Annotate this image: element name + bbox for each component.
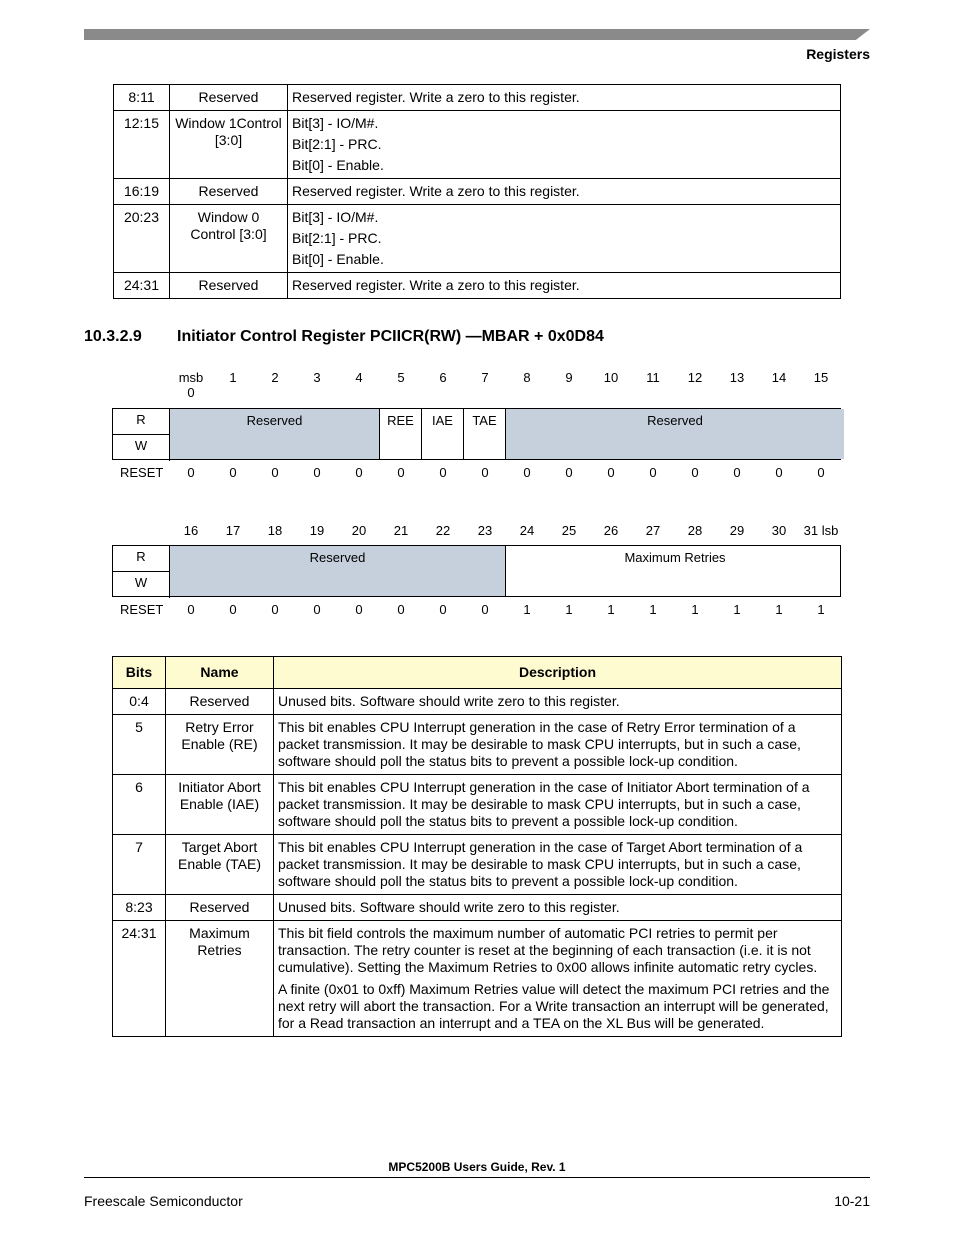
reset-value: 0	[733, 465, 741, 480]
description-text: Unused bits. Software should write zero to this register.	[278, 693, 620, 709]
section-heading	[84, 328, 604, 346]
name-cell: Reserved	[166, 895, 274, 921]
bits-cell: 5	[113, 715, 166, 775]
description-cell	[288, 85, 841, 111]
description-text: This bit field controls the maximum number of automatic PCI retries to permit per transaction. The retry counter is reset at the beginning of each transaction (i.e. it is not cumulative). Setting the Maximum Retries to 0x00 allows infinite automatic retry cycles.	[278, 925, 818, 975]
description-text: Bit[3] - IO/M#.	[292, 209, 379, 225]
table-row	[113, 715, 842, 775]
read-row-label: R	[113, 546, 170, 572]
bit-number: 17	[225, 523, 241, 538]
reset-value: 0	[355, 465, 363, 480]
table-row	[114, 179, 841, 205]
reset-value: 1	[649, 602, 657, 617]
reset-value: 0	[523, 465, 531, 480]
reset-value: 1	[817, 602, 825, 617]
name-cell: Retry Error Enable (RE)	[166, 715, 274, 775]
name-cell: Initiator Abort Enable (IAE)	[166, 775, 274, 835]
table-row	[113, 835, 842, 895]
bit-number: msb 0	[178, 370, 204, 400]
bit-number: 28	[687, 523, 703, 538]
header-description: Description	[274, 657, 842, 689]
table-row	[113, 895, 842, 921]
register-field: IAE	[422, 409, 464, 459]
register-field: Reserved	[170, 546, 506, 596]
bit-number: 11	[646, 370, 660, 385]
name-cell: Reserved	[170, 273, 288, 299]
register-diagram-lower	[112, 545, 841, 597]
bit-number: 31 lsb	[803, 523, 839, 538]
bits-cell: 12:15	[114, 111, 170, 179]
register-field: Reserved	[170, 409, 380, 459]
description-cell	[274, 715, 842, 775]
bit-number: 6	[439, 370, 447, 385]
write-row-label: W	[113, 572, 170, 598]
description-text: Reserved register. Write a zero to this register.	[292, 277, 580, 293]
bits-cell: 7	[113, 835, 166, 895]
name-cell: Target Abort Enable (TAE)	[166, 835, 274, 895]
reset-value: 0	[313, 465, 321, 480]
bits-cell: 8:11	[114, 85, 170, 111]
table-row	[113, 775, 842, 835]
description-text: Reserved register. Write a zero to this register.	[292, 89, 580, 105]
reset-value: 0	[607, 465, 615, 480]
bits-cell: 24:31	[113, 921, 166, 1037]
top-field-table	[113, 84, 841, 299]
reset-value: 0	[481, 602, 489, 617]
footer-doc-title: MPC5200B Users Guide, Rev. 1	[388, 1160, 566, 1174]
section-number: 10.3.2.9	[84, 328, 142, 345]
description-cell	[288, 179, 841, 205]
footer-company: Freescale Semiconductor	[84, 1193, 243, 1209]
register-field: Reserved	[506, 409, 844, 459]
reset-value: 0	[565, 465, 573, 480]
bits-cell: 24:31	[114, 273, 170, 299]
reset-value: 1	[607, 602, 615, 617]
bit-number: 15	[813, 370, 829, 385]
description-cell	[274, 775, 842, 835]
bit-number: 16	[183, 523, 199, 538]
reset-value: 0	[439, 465, 447, 480]
reset-value: 0	[481, 465, 489, 480]
bit-number: 18	[267, 523, 283, 538]
reset-value: 0	[397, 602, 405, 617]
bit-number: 10	[603, 370, 619, 385]
bit-number: 14	[771, 370, 787, 385]
reset-value: 0	[439, 602, 447, 617]
page-number: 10-21	[834, 1193, 870, 1209]
reset-value: 0	[691, 465, 699, 480]
description-text: Bit[0] - Enable.	[292, 251, 384, 267]
description-text: This bit enables CPU Interrupt generation in the case of Initiator Abort termination of a packet transmission. It may be desirable to mask CPU interrupts, but in such a case, software should poll the status bits to prevent a possible lock-up condition.	[278, 779, 810, 829]
description-text: Unused bits. Software should write zero to this register.	[278, 899, 620, 915]
bit-number: 19	[309, 523, 325, 538]
bit-number: 20	[351, 523, 367, 538]
write-row-label: W	[113, 435, 170, 461]
read-row-label: R	[113, 409, 170, 435]
bit-number: 12	[687, 370, 703, 385]
description-cell	[274, 835, 842, 895]
reset-value: 0	[187, 465, 195, 480]
reset-value: 0	[397, 465, 405, 480]
bit-number: 29	[729, 523, 745, 538]
description-text: Reserved register. Write a zero to this register.	[292, 183, 580, 199]
bits-cell: 8:23	[113, 895, 166, 921]
field-description-table	[112, 656, 842, 1037]
bit-number: 4	[355, 370, 363, 385]
section-title: Initiator Control Register PCIICR(RW) —MBAR + 0x0D84	[177, 328, 604, 345]
description-cell	[288, 273, 841, 299]
footer-divider	[84, 1177, 870, 1178]
name-cell: Reserved	[170, 85, 288, 111]
reset-value: 0	[649, 465, 657, 480]
bit-number: 25	[561, 523, 577, 538]
reset-label: RESET	[120, 465, 164, 480]
reset-value: 1	[775, 602, 783, 617]
table-row	[113, 689, 842, 715]
header-name: Name	[166, 657, 274, 689]
bits-cell: 0:4	[113, 689, 166, 715]
reset-value: 0	[817, 465, 825, 480]
bits-cell: 6	[113, 775, 166, 835]
name-cell: Reserved	[170, 179, 288, 205]
reset-label: RESET	[120, 602, 164, 617]
description-text: Bit[0] - Enable.	[292, 157, 384, 173]
description-text: Bit[2:1] - PRC.	[292, 136, 382, 152]
description-text: Bit[2:1] - PRC.	[292, 230, 382, 246]
reset-value: 0	[229, 465, 237, 480]
table-row	[114, 111, 841, 179]
bit-number: 3	[313, 370, 321, 385]
bit-number: 7	[481, 370, 489, 385]
description-cell	[274, 895, 842, 921]
table-row	[114, 85, 841, 111]
bit-number: 5	[397, 370, 405, 385]
bit-number: 21	[393, 523, 409, 538]
name-cell: Window 0 Control [3:0]	[170, 205, 288, 273]
reset-value: 0	[187, 602, 195, 617]
name-cell: Maximum Retries	[166, 921, 274, 1037]
table-row	[113, 921, 842, 1037]
bit-number: 23	[477, 523, 493, 538]
register-diagram-upper	[112, 408, 841, 460]
bit-number: 8	[523, 370, 531, 385]
bit-number: 13	[729, 370, 745, 385]
reset-value: 1	[691, 602, 699, 617]
description-cell	[274, 689, 842, 715]
reset-value: 0	[271, 465, 279, 480]
reset-value: 1	[523, 602, 531, 617]
description-text: This bit enables CPU Interrupt generation in the case of Target Abort termination of a packet transmission. It may be desirable to mask CPU interrupts, but in such a case, software should poll the status bits to prevent a possible lock-up condition.	[278, 839, 803, 889]
register-field: REE	[380, 409, 422, 459]
description-text: This bit enables CPU Interrupt generation in the case of Retry Error termination of a packet transmission. It may be desirable to mask CPU interrupts, but in such a case, software should poll the status bits to prevent a possible lock-up condition.	[278, 719, 801, 769]
description-cell	[288, 205, 841, 273]
running-header: Registers	[806, 46, 870, 62]
bits-cell: 16:19	[114, 179, 170, 205]
bit-number: 1	[229, 370, 237, 385]
reset-value: 0	[775, 465, 783, 480]
register-field: Maximum Retries	[624, 550, 726, 565]
description-cell	[274, 921, 842, 1037]
reset-value: 1	[565, 602, 573, 617]
name-cell: Window 1Control [3:0]	[170, 111, 288, 179]
bit-number: 2	[271, 370, 279, 385]
bit-number: 24	[519, 523, 535, 538]
reset-value: 0	[229, 602, 237, 617]
bit-number: 27	[645, 523, 661, 538]
header-bits: Bits	[113, 657, 166, 689]
reset-value: 0	[355, 602, 363, 617]
reset-value: 0	[271, 602, 279, 617]
bits-cell: 20:23	[114, 205, 170, 273]
reset-value: 1	[733, 602, 741, 617]
header-bar	[84, 29, 870, 40]
bit-number: 30	[771, 523, 787, 538]
bit-number: 9	[565, 370, 573, 385]
table-row	[114, 205, 841, 273]
bit-number: 22	[435, 523, 451, 538]
name-cell: Reserved	[166, 689, 274, 715]
description-text: A finite (0x01 to 0xff) Maximum Retries value will detect the maximum PCI retries and the next retry will abort the transaction. For a Write transaction an interrupt will be generated, for a Read transaction an interrupt and a TEA on the XL Bus will be generated.	[278, 981, 830, 1031]
table-row	[114, 273, 841, 299]
reset-value: 0	[313, 602, 321, 617]
register-field: TAE	[464, 409, 506, 459]
description-cell	[288, 111, 841, 179]
bit-number: 26	[603, 523, 619, 538]
description-text: Bit[3] - IO/M#.	[292, 115, 379, 131]
